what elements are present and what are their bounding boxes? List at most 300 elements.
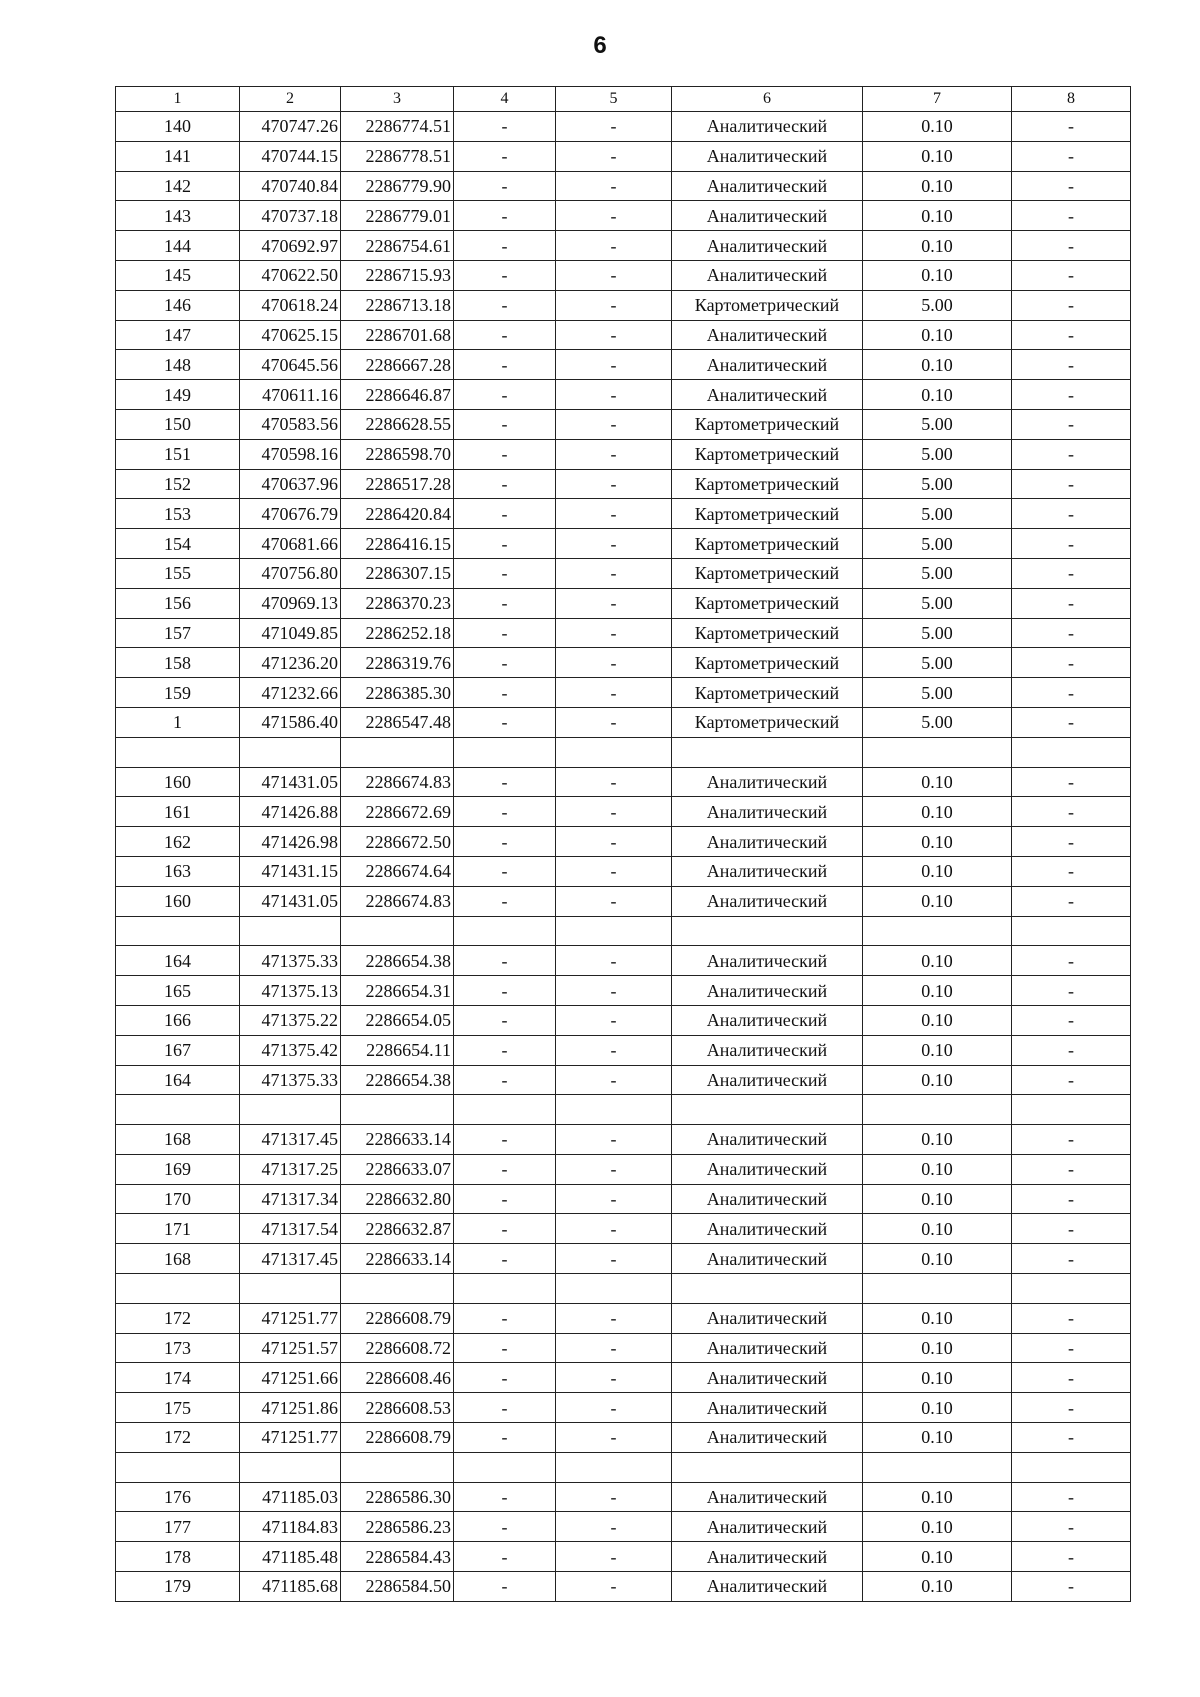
method-cell: Аналитический bbox=[672, 231, 863, 261]
method-cell: Картометрический bbox=[672, 469, 863, 499]
table-row bbox=[116, 827, 1131, 857]
y-coordinate-cell: 2286701.68 bbox=[341, 320, 454, 350]
method-cell: Аналитический bbox=[672, 827, 863, 857]
accuracy-cell: 0.10 bbox=[863, 1363, 1012, 1393]
table-row bbox=[116, 1035, 1131, 1065]
table-row bbox=[116, 1333, 1131, 1363]
y-coordinate-cell: 2286713.18 bbox=[341, 290, 454, 320]
point-number-cell: 160 bbox=[116, 886, 240, 916]
method-cell: Аналитический bbox=[672, 856, 863, 886]
col5-cell: - bbox=[556, 827, 672, 857]
x-coordinate-cell: 471375.33 bbox=[240, 946, 341, 976]
x-coordinate-cell: 471251.77 bbox=[240, 1303, 341, 1333]
x-coordinate-cell bbox=[240, 916, 341, 946]
col5-cell: - bbox=[556, 350, 672, 380]
point-number-cell: 178 bbox=[116, 1542, 240, 1572]
col8-cell: - bbox=[1012, 112, 1131, 142]
method-cell: Аналитический bbox=[672, 1303, 863, 1333]
col8-cell: - bbox=[1012, 231, 1131, 261]
y-coordinate-cell: 2286632.80 bbox=[341, 1184, 454, 1214]
x-coordinate-cell: 471375.33 bbox=[240, 1065, 341, 1095]
method-cell: Картометрический bbox=[672, 529, 863, 559]
point-number-cell: 147 bbox=[116, 320, 240, 350]
col8-cell: - bbox=[1012, 1005, 1131, 1035]
point-number-cell: 167 bbox=[116, 1035, 240, 1065]
point-number-cell: 144 bbox=[116, 231, 240, 261]
table-row bbox=[116, 409, 1131, 439]
table-row bbox=[116, 290, 1131, 320]
col4-cell: - bbox=[454, 529, 556, 559]
accuracy-cell: 5.00 bbox=[863, 469, 1012, 499]
accuracy-cell: 0.10 bbox=[863, 976, 1012, 1006]
y-coordinate-cell: 2286633.07 bbox=[341, 1154, 454, 1184]
method-cell: Аналитический bbox=[672, 1125, 863, 1155]
spacer-row bbox=[116, 1095, 1131, 1125]
col4-cell: - bbox=[454, 380, 556, 410]
col4-cell: - bbox=[454, 141, 556, 171]
col4-cell bbox=[454, 916, 556, 946]
x-coordinate-cell: 471049.85 bbox=[240, 618, 341, 648]
col4-cell: - bbox=[454, 1214, 556, 1244]
col8-cell: - bbox=[1012, 797, 1131, 827]
col5-cell: - bbox=[556, 856, 672, 886]
point-number-cell bbox=[116, 1452, 240, 1482]
table-row bbox=[116, 1363, 1131, 1393]
col8-cell: - bbox=[1012, 976, 1131, 1006]
col8-cell: - bbox=[1012, 1423, 1131, 1453]
col4-cell: - bbox=[454, 1482, 556, 1512]
col4-cell: - bbox=[454, 648, 556, 678]
col8-cell: - bbox=[1012, 1333, 1131, 1363]
accuracy-cell: 0.10 bbox=[863, 1005, 1012, 1035]
accuracy-cell bbox=[863, 737, 1012, 767]
col4-cell: - bbox=[454, 886, 556, 916]
col8-cell: - bbox=[1012, 558, 1131, 588]
point-number-cell: 143 bbox=[116, 201, 240, 231]
x-coordinate-cell: 470692.97 bbox=[240, 231, 341, 261]
accuracy-cell: 0.10 bbox=[863, 1214, 1012, 1244]
accuracy-cell: 0.10 bbox=[863, 1512, 1012, 1542]
col4-cell: - bbox=[454, 409, 556, 439]
x-coordinate-cell: 471586.40 bbox=[240, 707, 341, 737]
y-coordinate-cell: 2286774.51 bbox=[341, 112, 454, 142]
point-number-cell bbox=[116, 916, 240, 946]
x-coordinate-cell: 470645.56 bbox=[240, 350, 341, 380]
col8-cell: - bbox=[1012, 529, 1131, 559]
column-header-3: 3 bbox=[341, 87, 454, 112]
point-number-cell: 172 bbox=[116, 1303, 240, 1333]
spacer-row bbox=[116, 1452, 1131, 1482]
col5-cell bbox=[556, 1095, 672, 1125]
y-coordinate-cell: 2286628.55 bbox=[341, 409, 454, 439]
x-coordinate-cell: 470747.26 bbox=[240, 112, 341, 142]
column-header-8: 8 bbox=[1012, 87, 1131, 112]
x-coordinate-cell: 471317.34 bbox=[240, 1184, 341, 1214]
accuracy-cell: 0.10 bbox=[863, 1035, 1012, 1065]
table-row bbox=[116, 1542, 1131, 1572]
accuracy-cell: 0.10 bbox=[863, 141, 1012, 171]
col4-cell bbox=[454, 1095, 556, 1125]
point-number-cell: 179 bbox=[116, 1572, 240, 1602]
point-number-cell: 168 bbox=[116, 1244, 240, 1274]
method-cell bbox=[672, 1452, 863, 1482]
y-coordinate-cell: 2286307.15 bbox=[341, 558, 454, 588]
method-cell: Аналитический bbox=[672, 946, 863, 976]
x-coordinate-cell: 471431.05 bbox=[240, 767, 341, 797]
col8-cell: - bbox=[1012, 469, 1131, 499]
x-coordinate-cell: 470681.66 bbox=[240, 529, 341, 559]
y-coordinate-cell: 2286584.50 bbox=[341, 1572, 454, 1602]
col4-cell: - bbox=[454, 1393, 556, 1423]
col8-cell: - bbox=[1012, 1244, 1131, 1274]
col5-cell: - bbox=[556, 171, 672, 201]
point-number-cell: 168 bbox=[116, 1125, 240, 1155]
col4-cell: - bbox=[454, 946, 556, 976]
col8-cell: - bbox=[1012, 1065, 1131, 1095]
coordinates-table bbox=[115, 86, 1131, 1602]
x-coordinate-cell bbox=[240, 737, 341, 767]
method-cell bbox=[672, 737, 863, 767]
table-row bbox=[116, 350, 1131, 380]
y-coordinate-cell: 2286632.87 bbox=[341, 1214, 454, 1244]
y-coordinate-cell: 2286608.79 bbox=[341, 1423, 454, 1453]
col8-cell: - bbox=[1012, 1303, 1131, 1333]
col4-cell: - bbox=[454, 320, 556, 350]
x-coordinate-cell: 471426.98 bbox=[240, 827, 341, 857]
x-coordinate-cell: 470676.79 bbox=[240, 499, 341, 529]
table-row bbox=[116, 1154, 1131, 1184]
y-coordinate-cell: 2286654.38 bbox=[341, 946, 454, 976]
y-coordinate-cell: 2286608.46 bbox=[341, 1363, 454, 1393]
table-row bbox=[116, 1303, 1131, 1333]
x-coordinate-cell: 471251.86 bbox=[240, 1393, 341, 1423]
y-coordinate-cell: 2286674.83 bbox=[341, 886, 454, 916]
x-coordinate-cell: 470969.13 bbox=[240, 588, 341, 618]
col5-cell: - bbox=[556, 499, 672, 529]
col5-cell: - bbox=[556, 707, 672, 737]
method-cell: Аналитический bbox=[672, 1393, 863, 1423]
col8-cell: - bbox=[1012, 1125, 1131, 1155]
point-number-cell: 149 bbox=[116, 380, 240, 410]
y-coordinate-cell bbox=[341, 1274, 454, 1304]
col4-cell: - bbox=[454, 976, 556, 1006]
table-row bbox=[116, 1512, 1131, 1542]
accuracy-cell: 0.10 bbox=[863, 231, 1012, 261]
col4-cell: - bbox=[454, 707, 556, 737]
col4-cell: - bbox=[454, 260, 556, 290]
column-header-2: 2 bbox=[240, 87, 341, 112]
y-coordinate-cell: 2286715.93 bbox=[341, 260, 454, 290]
col5-cell bbox=[556, 1452, 672, 1482]
method-cell: Картометрический bbox=[672, 290, 863, 320]
col8-cell: - bbox=[1012, 380, 1131, 410]
table-row bbox=[116, 648, 1131, 678]
y-coordinate-cell: 2286608.53 bbox=[341, 1393, 454, 1423]
col5-cell: - bbox=[556, 588, 672, 618]
accuracy-cell: 0.10 bbox=[863, 827, 1012, 857]
table-row bbox=[116, 1065, 1131, 1095]
table-row bbox=[116, 1572, 1131, 1602]
y-coordinate-cell: 2286654.05 bbox=[341, 1005, 454, 1035]
method-cell: Аналитический bbox=[672, 320, 863, 350]
column-header-1: 1 bbox=[116, 87, 240, 112]
y-coordinate-cell: 2286667.28 bbox=[341, 350, 454, 380]
method-cell: Картометрический bbox=[672, 558, 863, 588]
col4-cell: - bbox=[454, 1244, 556, 1274]
method-cell: Картометрический bbox=[672, 648, 863, 678]
col4-cell bbox=[454, 1274, 556, 1304]
table-row bbox=[116, 171, 1131, 201]
point-number-cell: 155 bbox=[116, 558, 240, 588]
col4-cell bbox=[454, 1452, 556, 1482]
col5-cell: - bbox=[556, 1184, 672, 1214]
method-cell: Картометрический bbox=[672, 588, 863, 618]
point-number-cell: 153 bbox=[116, 499, 240, 529]
x-coordinate-cell: 470756.80 bbox=[240, 558, 341, 588]
x-coordinate-cell: 470611.16 bbox=[240, 380, 341, 410]
col5-cell: - bbox=[556, 1035, 672, 1065]
accuracy-cell: 5.00 bbox=[863, 648, 1012, 678]
method-cell: Аналитический bbox=[672, 260, 863, 290]
table-row bbox=[116, 767, 1131, 797]
col5-cell: - bbox=[556, 1214, 672, 1244]
point-number-cell: 150 bbox=[116, 409, 240, 439]
table-row bbox=[116, 707, 1131, 737]
method-cell bbox=[672, 1095, 863, 1125]
x-coordinate-cell: 471317.45 bbox=[240, 1244, 341, 1274]
accuracy-cell bbox=[863, 916, 1012, 946]
col8-cell: - bbox=[1012, 1363, 1131, 1393]
method-cell bbox=[672, 916, 863, 946]
table-row bbox=[116, 1393, 1131, 1423]
x-coordinate-cell: 471184.83 bbox=[240, 1512, 341, 1542]
col8-cell: - bbox=[1012, 141, 1131, 171]
col8-cell: - bbox=[1012, 648, 1131, 678]
col5-cell: - bbox=[556, 797, 672, 827]
point-number-cell bbox=[116, 737, 240, 767]
col4-cell: - bbox=[454, 1363, 556, 1393]
method-cell: Аналитический bbox=[672, 1184, 863, 1214]
point-number-cell bbox=[116, 1095, 240, 1125]
col5-cell: - bbox=[556, 767, 672, 797]
col4-cell: - bbox=[454, 827, 556, 857]
col5-cell: - bbox=[556, 260, 672, 290]
method-cell: Аналитический bbox=[672, 1333, 863, 1363]
col4-cell: - bbox=[454, 1542, 556, 1572]
col5-cell: - bbox=[556, 1333, 672, 1363]
accuracy-cell: 0.10 bbox=[863, 1482, 1012, 1512]
point-number-cell: 164 bbox=[116, 1065, 240, 1095]
method-cell: Аналитический bbox=[672, 112, 863, 142]
y-coordinate-cell: 2286674.64 bbox=[341, 856, 454, 886]
x-coordinate-cell: 471185.48 bbox=[240, 1542, 341, 1572]
accuracy-cell: 5.00 bbox=[863, 529, 1012, 559]
y-coordinate-cell: 2286674.83 bbox=[341, 767, 454, 797]
col4-cell: - bbox=[454, 856, 556, 886]
col4-cell: - bbox=[454, 678, 556, 708]
col8-cell: - bbox=[1012, 320, 1131, 350]
y-coordinate-cell: 2286633.14 bbox=[341, 1125, 454, 1155]
method-cell: Аналитический bbox=[672, 1005, 863, 1035]
x-coordinate-cell: 471232.66 bbox=[240, 678, 341, 708]
table-row bbox=[116, 886, 1131, 916]
method-cell: Аналитический bbox=[672, 1423, 863, 1453]
y-coordinate-cell: 2286547.48 bbox=[341, 707, 454, 737]
accuracy-cell: 0.10 bbox=[863, 171, 1012, 201]
x-coordinate-cell: 471236.20 bbox=[240, 648, 341, 678]
y-coordinate-cell: 2286672.50 bbox=[341, 827, 454, 857]
col4-cell: - bbox=[454, 1184, 556, 1214]
y-coordinate-cell: 2286416.15 bbox=[341, 529, 454, 559]
col5-cell: - bbox=[556, 1482, 672, 1512]
point-number-cell: 156 bbox=[116, 588, 240, 618]
point-number-cell: 145 bbox=[116, 260, 240, 290]
col5-cell: - bbox=[556, 618, 672, 648]
y-coordinate-cell bbox=[341, 737, 454, 767]
table-row bbox=[116, 141, 1131, 171]
point-number-cell: 175 bbox=[116, 1393, 240, 1423]
col5-cell bbox=[556, 1274, 672, 1304]
accuracy-cell: 0.10 bbox=[863, 1125, 1012, 1155]
accuracy-cell: 5.00 bbox=[863, 409, 1012, 439]
x-coordinate-cell: 471185.68 bbox=[240, 1572, 341, 1602]
column-header-7: 7 bbox=[863, 87, 1012, 112]
col5-cell: - bbox=[556, 1512, 672, 1542]
accuracy-cell: 0.10 bbox=[863, 797, 1012, 827]
point-number-cell: 166 bbox=[116, 1005, 240, 1035]
accuracy-cell: 5.00 bbox=[863, 290, 1012, 320]
col4-cell: - bbox=[454, 1512, 556, 1542]
method-cell: Аналитический bbox=[672, 1065, 863, 1095]
col8-cell: - bbox=[1012, 1572, 1131, 1602]
y-coordinate-cell bbox=[341, 1095, 454, 1125]
table-row bbox=[116, 1184, 1131, 1214]
y-coordinate-cell: 2286779.90 bbox=[341, 171, 454, 201]
col5-cell: - bbox=[556, 1393, 672, 1423]
method-cell: Аналитический bbox=[672, 1154, 863, 1184]
x-coordinate-cell: 471317.54 bbox=[240, 1214, 341, 1244]
point-number-cell: 177 bbox=[116, 1512, 240, 1542]
x-coordinate-cell: 471375.42 bbox=[240, 1035, 341, 1065]
col8-cell: - bbox=[1012, 588, 1131, 618]
point-number-cell: 146 bbox=[116, 290, 240, 320]
table-row bbox=[116, 469, 1131, 499]
col4-cell: - bbox=[454, 171, 556, 201]
col8-cell bbox=[1012, 916, 1131, 946]
col4-cell: - bbox=[454, 1035, 556, 1065]
point-number-cell: 141 bbox=[116, 141, 240, 171]
method-cell: Аналитический bbox=[672, 1214, 863, 1244]
y-coordinate-cell: 2286420.84 bbox=[341, 499, 454, 529]
col8-cell: - bbox=[1012, 1154, 1131, 1184]
y-coordinate-cell: 2286633.14 bbox=[341, 1244, 454, 1274]
col5-cell: - bbox=[556, 1065, 672, 1095]
col8-cell bbox=[1012, 1452, 1131, 1482]
col4-cell: - bbox=[454, 1125, 556, 1155]
method-cell: Аналитический bbox=[672, 1512, 863, 1542]
table-row bbox=[116, 499, 1131, 529]
method-cell: Аналитический bbox=[672, 141, 863, 171]
col8-cell: - bbox=[1012, 1035, 1131, 1065]
x-coordinate-cell: 471431.05 bbox=[240, 886, 341, 916]
col5-cell: - bbox=[556, 1542, 672, 1572]
col8-cell: - bbox=[1012, 409, 1131, 439]
col4-cell: - bbox=[454, 201, 556, 231]
col4-cell: - bbox=[454, 231, 556, 261]
y-coordinate-cell bbox=[341, 1452, 454, 1482]
col5-cell: - bbox=[556, 409, 672, 439]
point-number-cell: 170 bbox=[116, 1184, 240, 1214]
col5-cell: - bbox=[556, 1244, 672, 1274]
table-row bbox=[116, 439, 1131, 469]
col5-cell: - bbox=[556, 1363, 672, 1393]
table-row bbox=[116, 1125, 1131, 1155]
y-coordinate-cell: 2286517.28 bbox=[341, 469, 454, 499]
col5-cell: - bbox=[556, 1154, 672, 1184]
y-coordinate-cell: 2286654.31 bbox=[341, 976, 454, 1006]
accuracy-cell: 0.10 bbox=[863, 856, 1012, 886]
table-row bbox=[116, 1482, 1131, 1512]
accuracy-cell: 5.00 bbox=[863, 618, 1012, 648]
x-coordinate-cell bbox=[240, 1095, 341, 1125]
y-coordinate-cell: 2286672.69 bbox=[341, 797, 454, 827]
point-number-cell: 140 bbox=[116, 112, 240, 142]
point-number-cell: 162 bbox=[116, 827, 240, 857]
point-number-cell: 157 bbox=[116, 618, 240, 648]
col4-cell: - bbox=[454, 1333, 556, 1363]
accuracy-cell bbox=[863, 1452, 1012, 1482]
method-cell: Аналитический bbox=[672, 380, 863, 410]
method-cell: Аналитический bbox=[672, 1035, 863, 1065]
col8-cell: - bbox=[1012, 707, 1131, 737]
spacer-row bbox=[116, 916, 1131, 946]
table-row bbox=[116, 529, 1131, 559]
col5-cell: - bbox=[556, 1005, 672, 1035]
accuracy-cell: 0.10 bbox=[863, 1244, 1012, 1274]
accuracy-cell: 0.10 bbox=[863, 1393, 1012, 1423]
y-coordinate-cell: 2286252.18 bbox=[341, 618, 454, 648]
accuracy-cell: 5.00 bbox=[863, 499, 1012, 529]
y-coordinate-cell: 2286778.51 bbox=[341, 141, 454, 171]
table-row bbox=[116, 618, 1131, 648]
col4-cell: - bbox=[454, 499, 556, 529]
method-cell: Аналитический bbox=[672, 1572, 863, 1602]
table-row bbox=[116, 588, 1131, 618]
point-number-cell: 148 bbox=[116, 350, 240, 380]
point-number-cell: 1 bbox=[116, 707, 240, 737]
point-number-cell: 158 bbox=[116, 648, 240, 678]
point-number-cell: 174 bbox=[116, 1363, 240, 1393]
col5-cell: - bbox=[556, 1572, 672, 1602]
y-coordinate-cell: 2286654.11 bbox=[341, 1035, 454, 1065]
method-cell: Аналитический bbox=[672, 1542, 863, 1572]
x-coordinate-cell: 471375.22 bbox=[240, 1005, 341, 1035]
y-coordinate-cell: 2286319.76 bbox=[341, 648, 454, 678]
x-coordinate-cell: 470625.15 bbox=[240, 320, 341, 350]
table-row bbox=[116, 797, 1131, 827]
col8-cell: - bbox=[1012, 439, 1131, 469]
col5-cell: - bbox=[556, 886, 672, 916]
accuracy-cell: 5.00 bbox=[863, 707, 1012, 737]
col4-cell: - bbox=[454, 439, 556, 469]
method-cell: Аналитический bbox=[672, 1363, 863, 1393]
col8-cell: - bbox=[1012, 1482, 1131, 1512]
col8-cell: - bbox=[1012, 678, 1131, 708]
table-row bbox=[116, 201, 1131, 231]
x-coordinate-cell: 471426.88 bbox=[240, 797, 341, 827]
accuracy-cell: 0.10 bbox=[863, 1303, 1012, 1333]
accuracy-cell: 0.10 bbox=[863, 350, 1012, 380]
